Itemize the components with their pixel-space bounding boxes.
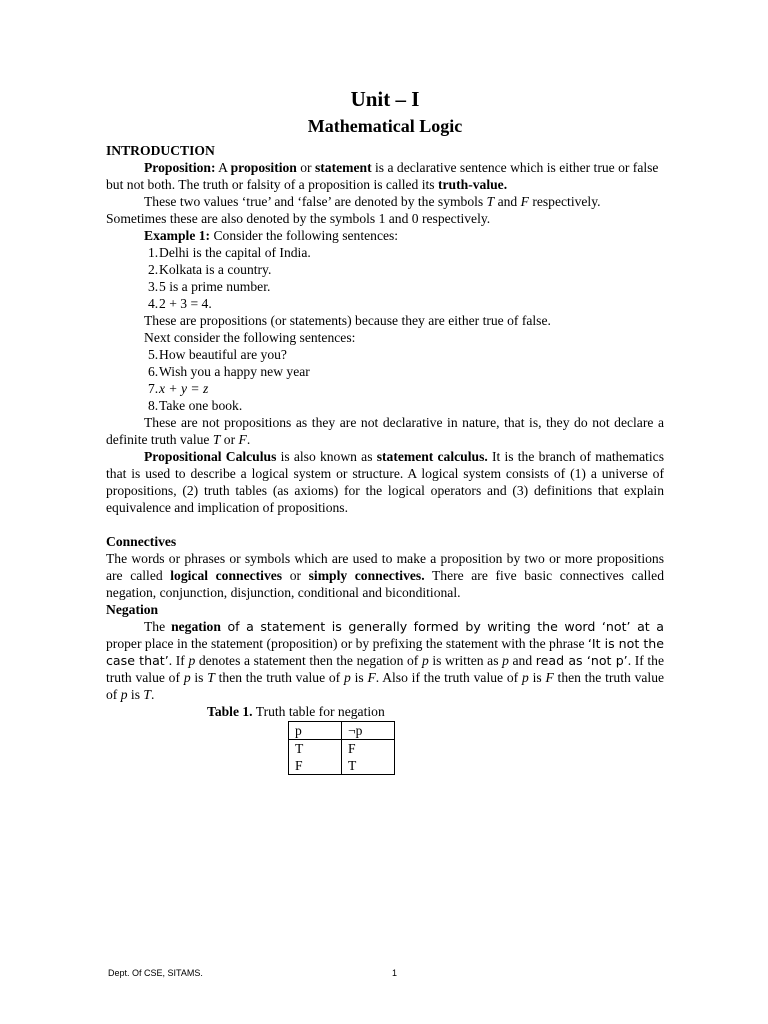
table-cell: F: [342, 740, 395, 758]
list-item: 6.Wish you a happy new year: [148, 364, 310, 379]
paragraph-connectives: The words or phrases or symbols which are used to make a proposition by two or more propositions are called logical connectives or simply connectives. There are five basic connectives called negation, conjunction, disjunction, conditional and biconditional.: [106, 551, 664, 600]
table-row: [289, 740, 395, 758]
document-page: [106, 86, 664, 775]
list-item: 8.Take one book.: [148, 398, 243, 413]
table-cell: F: [289, 757, 342, 775]
table-header-row: [289, 722, 395, 740]
list-item: 4.2 + 3 = 4.: [148, 296, 212, 311]
table-caption: Table 1. Truth table for negation: [207, 704, 385, 719]
paragraph-negation: The negation of a statement is generally formed by writing the word ‘not’ at a proper place in the statement (proposition) or by prefixing the statement with the phrase ‘It is not the case that’. If p denotes a statement then the negation of p is written as p and read as ‘not p’. If the truth value of p is T then the truth value of p is F. Also if the truth value of p is F then the truth value of p is T.: [106, 619, 665, 702]
table-cell: T: [342, 757, 395, 775]
table-cell: T: [289, 740, 342, 758]
list-item: 7.x + y = z: [148, 381, 209, 396]
page-title: Unit – I: [350, 87, 420, 111]
list-item: 1.Delhi is the capital of India.: [148, 245, 311, 260]
list-non-propositions: [106, 346, 664, 414]
list-item: 3.5 is a prime number.: [148, 279, 271, 294]
page-subtitle: Mathematical Logic: [307, 116, 463, 136]
section-heading-introduction: INTRODUCTION: [106, 143, 215, 158]
paragraph-truth-values: These two values ‘true’ and ‘false’ are denoted by the symbols T and F respectively. Sometimes these are also denoted by the symbols 1 and 0 respectively.: [106, 194, 601, 226]
table-header-cell: p: [289, 722, 342, 740]
truth-table-negation: [288, 721, 395, 775]
paragraph-proposition: Proposition: A proposition or statement is a declarative sentence which is either true or false but not both. The truth or falsity of a proposition is called its truth-value.: [106, 160, 659, 192]
paragraph-not-propositions: These are not propositions as they are not declarative in nature, that is, they do not declare a definite truth value T or F.: [106, 415, 664, 447]
spacer: [106, 516, 664, 533]
footer-department: Dept. Of CSE, SITAMS.: [108, 968, 203, 978]
table-header-cell: ¬p: [342, 722, 395, 740]
section-heading-negation: Negation: [106, 602, 159, 617]
list-item: 5.How beautiful are you?: [148, 347, 287, 362]
paragraph-next-sentences: Next consider the following sentences:: [144, 330, 356, 345]
list-item: 2.Kolkata is a country.: [148, 262, 272, 277]
paragraph-propositional-calculus: Propositional Calculus is also known as statement calculus. It is the branch of mathematics that is used to describe a logical system or structure. A logical system consists of (1) a universe of propositions, (2) truth tables (as axioms) for the logical operators and (3) definitions that explain equivalence and implication of propositions.: [106, 449, 664, 515]
table-row: [289, 757, 395, 775]
section-heading-connectives: Connectives: [106, 534, 177, 549]
paragraph-are-propositions: These are propositions (or statements) because they are either true of false.: [144, 313, 551, 328]
footer-page-number: 1: [392, 968, 398, 978]
list-propositions: [106, 244, 664, 312]
example-1-intro: Example 1: Consider the following sentences:: [144, 228, 399, 243]
